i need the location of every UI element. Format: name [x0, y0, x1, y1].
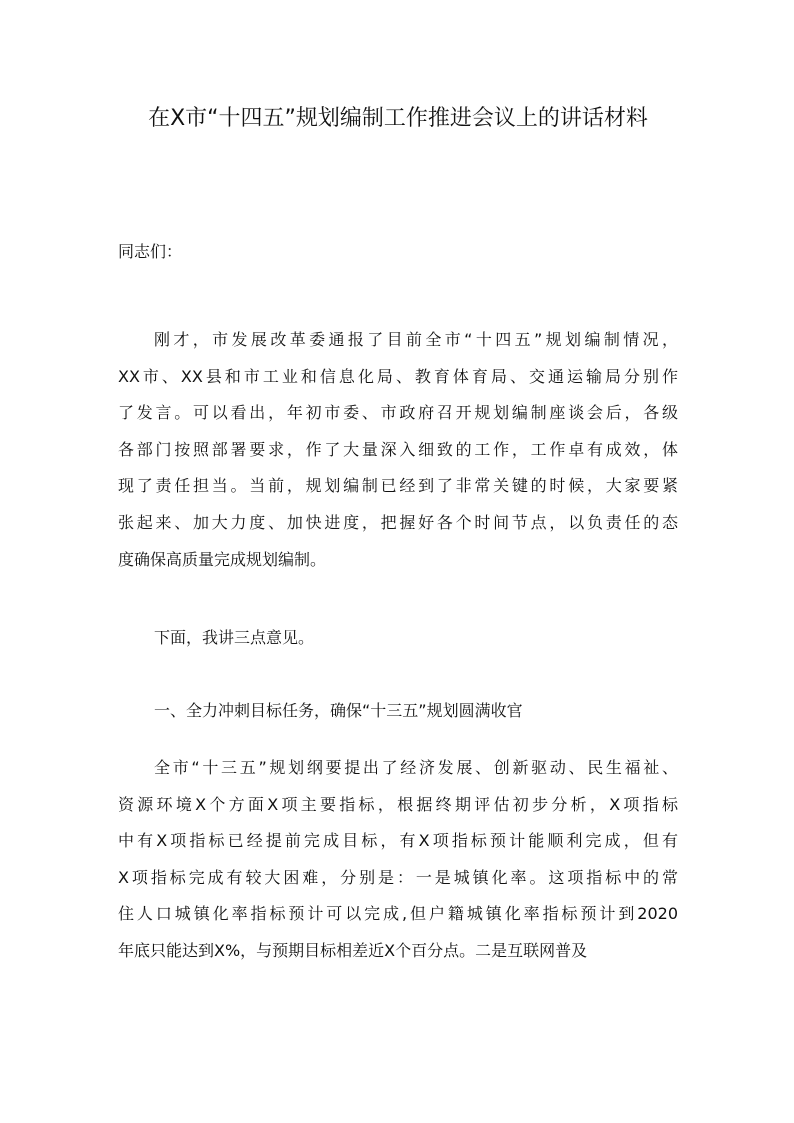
section-heading-1: 一、全力冲刺目标任务，确保“十三五”规划圆满收官: [154, 701, 523, 720]
salutation: 同志们：: [118, 242, 183, 261]
paragraph-3-line: 中有X项指标已经提前完成目标，有X项指标预计能顺利完成，但有: [118, 831, 678, 851]
paragraph-3-line: 住人口城镇化率指标预计可以完成,但户籍城镇化率指标预计到2020: [118, 904, 678, 924]
paragraph-2: 下面，我讲三点意见。: [154, 628, 315, 647]
paragraph-1-line: 度确保高质量完成规划编制。: [118, 549, 327, 569]
paragraph-1-line: 各部门按照部署要求，作了大量深入细致的工作，工作卓有成效，体: [118, 439, 678, 459]
paragraph-1-line: 刚才，市发展改革委通报了目前全市“十四五”规划编制情况，: [154, 330, 678, 349]
paragraph-1-line: 张起来、加大力度、加快进度，把握好各个时间节点，以负责任的态: [118, 512, 678, 532]
paragraph-1-line: XX市、XX县和市工业和信息化局、教育体育局、交通运输局分别作: [118, 366, 678, 386]
paragraph-3: [118, 750, 678, 970]
paragraph-3-line: 全市“十三五”规划纲要提出了经济发展、创新驱动、民生福祉、: [154, 758, 678, 777]
paragraph-1: [118, 322, 678, 578]
document-title: 在X市“十四五”规划编制工作推进会议上的讲话材料: [148, 106, 648, 131]
paragraph-3-line: X项指标完成有较大困难，分别是：一是城镇化率。这项指标中的常: [118, 867, 678, 887]
paragraph-1-line: 了发言。可以看出，年初市委、市政府召开规划编制座谈会后，各级: [118, 403, 678, 423]
paragraph-3-line: 资源环境X个方面X项主要指标，根据终期评估初步分析，X项指标: [118, 794, 678, 814]
paragraph-3-line: 年底只能达到X%，与预期目标相差近X个百分点。二是互联网普及: [118, 940, 588, 960]
paragraph-1-line: 现了责任担当。当前，规划编制已经到了非常关键的时候，大家要紧: [118, 476, 678, 496]
